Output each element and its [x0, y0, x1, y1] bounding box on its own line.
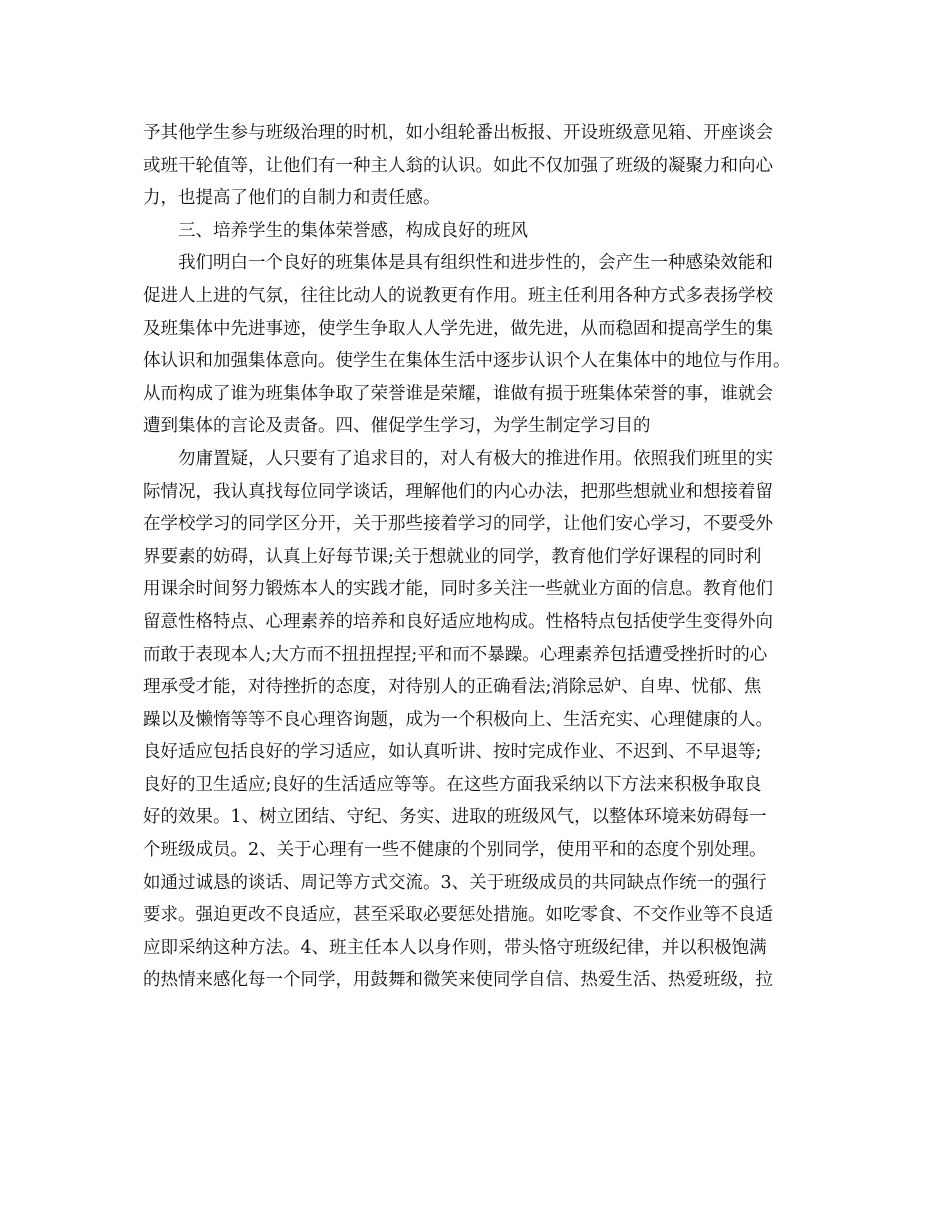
- text-line: 躁以及懒惰等等不良心理咨询题，成为一个积极向上、生活充实、心理健康的人。: [143, 709, 773, 730]
- text-line: 良好适应包括良好的学习适应，如认真听讲、按时完成作业、不迟到、不早退等;: [143, 742, 762, 763]
- text-line: 力，也提高了他们的自制力和责任感。: [143, 188, 441, 209]
- text-line: 从而构成了谁为班集体争取了荣誉谁是荣耀，谁做有损于班集体荣誉的事，谁就会: [143, 383, 773, 404]
- text-line: 或班干轮值等，让他们有一种主人翁的认识。如此不仅加强了班级的凝聚力和向心: [143, 155, 773, 176]
- text-line: 个班级成员。2、关于心理有一些不健康的个别同学，使用平和的态度个别处理。: [143, 840, 767, 861]
- text-line: 留意性格特点、心理素养的培养和良好适应地构成。性格特点包括使学生变得外向: [143, 611, 773, 632]
- text-line: 要求。强迫更改不良适应，甚至采取必要惩处措施。如吃零食、不交作业等不良适: [143, 905, 773, 926]
- text-line: 用课余时间努力锻炼本人的实践才能，同时多关注一些就业方面的信息。教育他们: [143, 579, 773, 600]
- text-line: 理承受才能，对待挫折的态度，对待别人的正确看法;消除忌妒、自卑、忧郁、焦: [143, 677, 762, 698]
- text-line: 体认识和加强集体意向。使学生在集体生活中逐步认识个人在集体中的地位与作用。: [143, 351, 791, 372]
- text-line: 好的效果。1、树立团结、守纪、务实、进取的班级风气，以整体环境来妨碍每一: [143, 807, 767, 828]
- text-line: 我们明白一个良好的班集体是具有组织性和进步性的，会产生一种感染效能和: [178, 253, 773, 274]
- text-line: 良好的卫生适应;良好的生活适应等等。在这些方面我采纳以下方法来积极争取良: [143, 774, 762, 795]
- text-line: 应即采纳这种方法。4、班主任本人以身作则，带头恪守班级纪律，并以积极饱满: [143, 937, 767, 958]
- text-line: 予其他学生参与班级治理的时机，如小组轮番出板报、开设班级意见箱、开座谈会: [143, 123, 773, 143]
- text-line: 遭到集体的言论及责备。四、催促学生学习，为学生制定学习目的: [143, 416, 651, 437]
- text-line: 及班集体中先进事迹，使学生争取人人学先进，做先进，从而稳固和提高学生的集: [143, 318, 773, 339]
- text-line: 勿庸置疑，人只要有了追求目的，对人有极大的推进作用。依照我们班里的实: [178, 448, 773, 469]
- text-line: 界要素的妨碍，认真上好每节课;关于想就业的同学，教育他们学好课程的同时利: [143, 546, 762, 567]
- section-heading: 三、培养学生的集体荣誉感，构成良好的班风: [178, 220, 528, 241]
- text-line: 际情况，我认真找每位同学谈话，理解他们的内心办法，把那些想就业和想接着留: [143, 481, 773, 502]
- body-text: [143, 117, 813, 997]
- text-line: 而敢于表现本人;大方而不扭扭捏捏;平和而不暴躁。心理素养包括遭受挫折时的心: [143, 644, 768, 665]
- text-line: 的热情来感化每一个同学，用鼓舞和微笑来使同学自信、热爱生活、热爱班级，拉: [143, 970, 773, 991]
- text-line: 如通过诚恳的谈话、周记等方式交流。3、关于班级成员的共同缺点作统一的强行: [143, 872, 767, 893]
- text-line: 促进人上进的气氛，往往比动人的说教更有作用。班主任利用各种方式多表扬学校: [143, 285, 773, 306]
- text-line: 在学校学习的同学区分开，关于那些接着学习的同学，让他们安心学习，不要受外: [143, 514, 773, 535]
